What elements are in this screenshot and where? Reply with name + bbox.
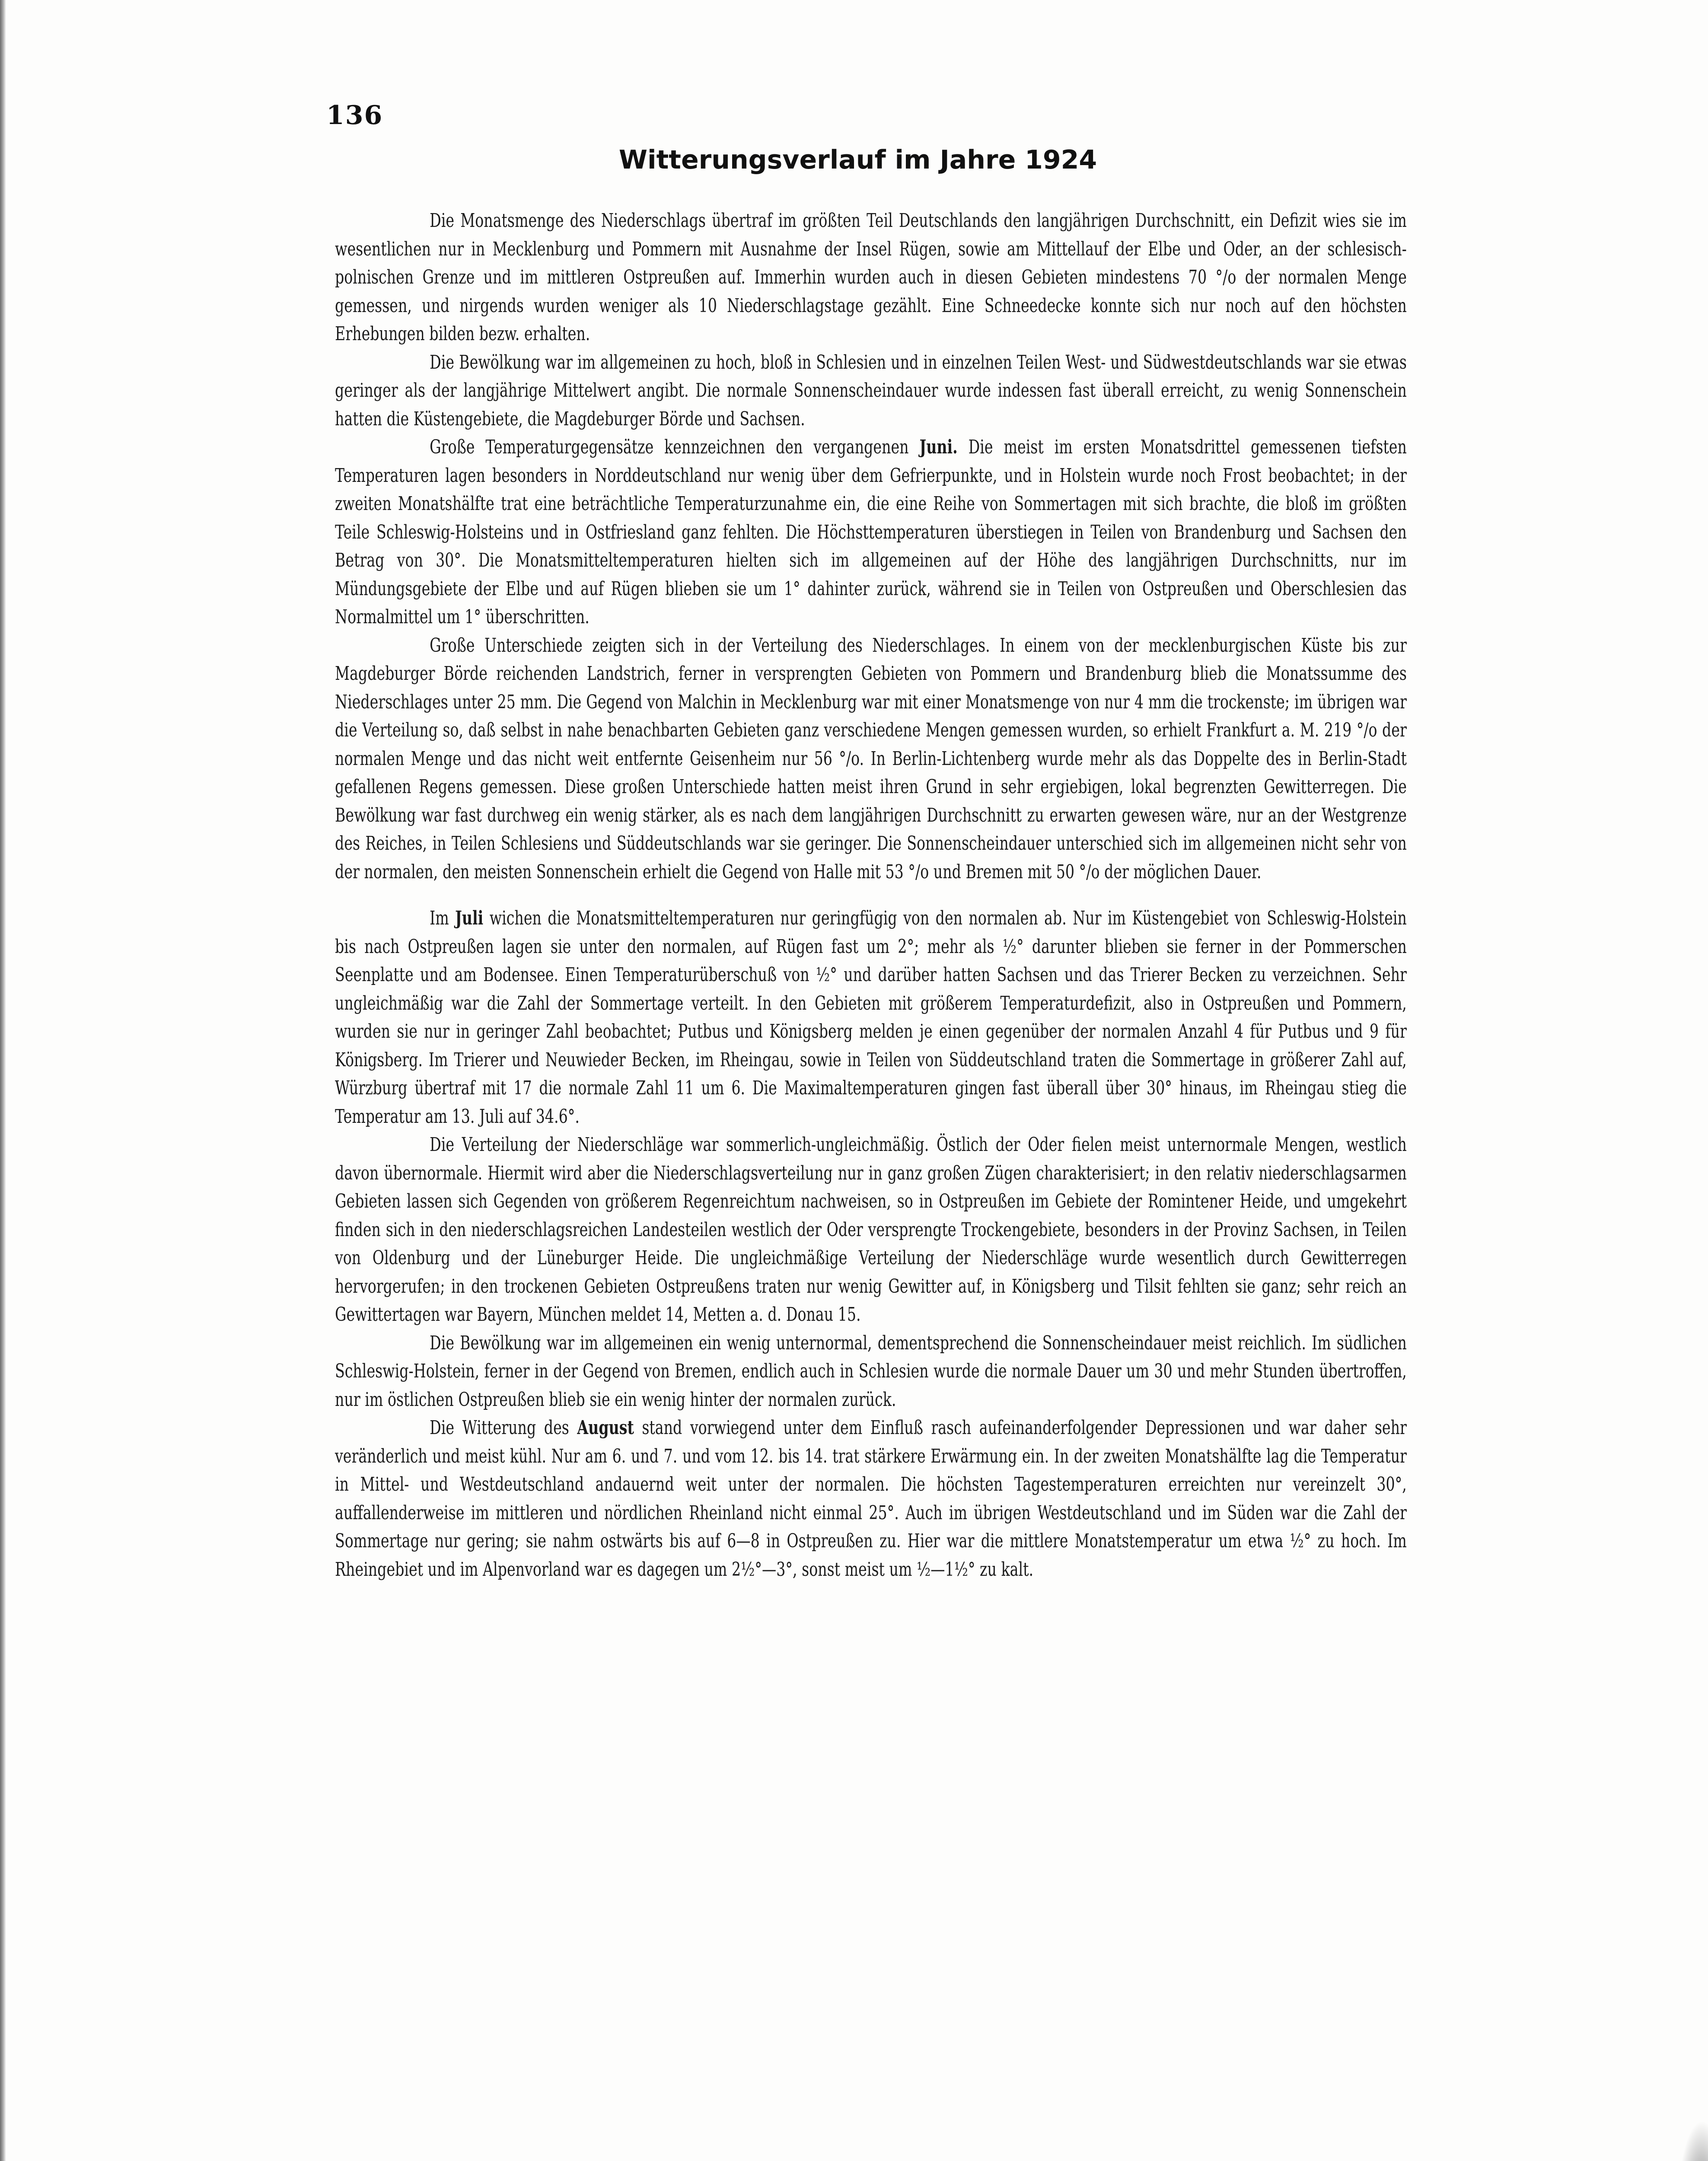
paragraph — [335, 631, 1407, 886]
month-heading: Juli — [455, 907, 484, 929]
paragraph-text: stand vorwiegend unter dem Einfluß rasch aufeinanderfolgender Depressionen und war daher sehr veränderlich und meist kühl. Nur am 6. und 7. und vom 12. bis 14. trat stärkere Erwärmung ein. In der zweiten Monatshälfte lag die Temperatur in Mittel- und Westdeutschland andauernd weit unter der normalen. Die höchsten Tagestemperaturen erreichten nur vereinzelt 30°, auffallenderweise im mittleren und nördlichen Rheinland nicht einmal 25°. Auch im übrigen Westdeutschland und im Süden war die Zahl der Sommertage nur gering; sie nahm ostwärts bis auf 6—8 in Ostpreußen zu. Hier war die mittlere Monatstemperatur um etwa ½° zu hoch. Im Rheingebiet und im Alpenvorland war es dagegen um 2½°—3°, sonst meist um ½—1½° zu kalt. — [335, 1417, 1407, 1581]
month-heading: August — [577, 1417, 634, 1439]
paragraph — [335, 348, 1407, 433]
paragraph-text: Die Monatsmenge des Niederschlags übertraf im größten Teil Deutschlands den langjährigen Durchschnitt, ein Defizit wies sie im wesentlichen nur in Mecklenburg und Pommern mit Ausnahme der Insel Rügen, sowie am Mittellauf der Elbe und Oder, an der schlesisch-polnischen Grenze und im mittleren Ostpreußen auf. Immerhin wurden auch in diesen Gebieten mindestens 70 °/o der normalen Menge gemessen, und nirgends wurden weniger als 10 Niederschlagstage gezählt. Eine Schneedecke konnte sich nur noch auf den höchsten Erhebungen bilden bezw. erhalten. — [335, 210, 1407, 345]
page-number: 136 — [326, 100, 383, 131]
paragraph — [335, 207, 1407, 348]
paragraph — [335, 433, 1407, 631]
paragraph-text: Große Temperaturgegensätze kennzeichnen den vergangenen — [430, 436, 920, 458]
paragraph-text: Die Bewölkung war im allgemeinen zu hoch, bloß in Schlesien und in einzelnen Teilen West- und Südwestdeutschlands war sie etwas geringer als der langjährige Mittelwert angibt. Die normale Sonnenscheindauer wurde indessen fast überall erreicht, zu wenig Sonnenschein hatten die Küstengebiete, die Magdeburger Börde und Sachsen. — [335, 351, 1407, 430]
paragraph — [335, 904, 1407, 1131]
paragraph — [335, 1414, 1407, 1584]
paragraph-text: Große Unterschiede zeigten sich in der Verteilung des Niederschlages. In einem von der mecklenburgischen Küste bis zur Magdeburger Börde reichenden Landstrich, ferner in versprengten Gebieten von Pommern und Brandenburg blieb die Monatssumme des Niederschlages unter 25 mm. Die Gegend von Malchin in Mecklenburg war mit einer Monatsmenge von nur 4 mm die trockenste; im übrigen war die Verteilung so, daß selbst in nahe benachbarten Gebieten ganz verschiedene Mengen gemessen wurden, so erhielt Frankfurt a. M. 219 °/o der normalen Menge und das nicht weit entfernte Geisenheim nur 56 °/o. In Berlin-Lichtenberg wurde mehr als das Doppelte des in Berlin-Stadt gefallenen Regens gemessen. Diese großen Unterschiede hatten meist ihren Grund in sehr ergiebigen, lokal begrenzten Gewitterregen. Die Bewölkung war fast durchweg ein wenig stärker, als es nach dem langjährigen Durchschnitt zu erwarten gewesen wäre, nur an der Westgrenze des Reiches, in Teilen Schlesiens und Süddeutschlands war sie geringer. Die Sonnenscheindauer unterschied sich im allgemeinen nicht sehr von der normalen, den meisten Sonnenschein erhielt die Gegend von Halle mit 53 °/o und Bremen mit 50 °/o der möglichen Dauer. — [335, 634, 1407, 883]
paragraph — [335, 1131, 1407, 1329]
page-title: Witterungsverlauf im Jahre 1924 — [618, 145, 1097, 175]
paragraph — [335, 1329, 1407, 1414]
paragraph-text: Im — [430, 907, 456, 929]
paragraph-text: wichen die Monatsmitteltemperaturen nur geringfügig von den normalen ab. Nur im Küstengebiet von Schleswig-Holstein bis nach Ostpreußen lagen sie unter den normalen, auf Rügen fast um 2°; mehr als ½° darunter blieben sie ferner in der Pommerschen Seenplatte und am Bodensee. Einen Temperaturüberschuß von ½° und darüber hatten Sachsen und das Trierer Becken zu verzeichnen. Sehr ungleichmäßig war die Zahl der Sommertage verteilt. In den Gebieten mit größerem Temperaturdefizit, also in Ostpreußen und Pommern, wurden sie nur in geringer Zahl beobachtet; Putbus und Königsberg melden je einen gegenüber der normalen Anzahl 4 für Putbus und 9 für Königsberg. Im Trierer und Neuwieder Becken, im Rheingau, sowie in Teilen von Süddeutschland traten die Sommertage in größerer Zahl auf, Würzburg übertraf mit 17 die normale Zahl 11 um 6. Die Maximaltemperaturen gingen fast überall über 30° hinaus, im Rheingau stieg die Temperatur am 13. Juli auf 34.6°. — [335, 907, 1407, 1128]
scan-left-edge — [0, 0, 6, 2161]
article-body — [335, 207, 1407, 1584]
month-heading: Juni. — [919, 436, 958, 458]
paragraph-text: Die meist im ersten Monatsdrittel gemessenen tiefsten Temperaturen lagen besonders in Norddeutschland nur wenig über dem Gefrierpunkte, und in Holstein wurde noch Frost beobachtet; in der zweiten Monatshälfte trat eine beträchtliche Temperaturzunahme ein, die eine Reihe von Sommertagen mit sich brachte, die bloß im größten Teile Schleswig-Holsteins und in Ostfriesland ganz fehlten. Die Höchsttemperaturen überstiegen in Teilen von Brandenburg und Sachsen den Betrag von 30°. Die Monatsmitteltemperaturen hielten sich im allgemeinen auf der Höhe des langjährigen Durchschnitts, nur im Mündungsgebiete der Elbe und auf Rügen blieben sie um 1° dahinter zurück, während sie in Teilen von Ostpreußen und Oberschlesien das Normalmittel um 1° überschritten. — [335, 436, 1407, 628]
paragraph-text: Die Witterung des — [430, 1417, 577, 1439]
scan-corner-smudge — [1678, 2120, 1708, 2161]
paragraph-text: Die Bewölkung war im allgemeinen ein wenig unternormal, dementsprechend die Sonnenscheindauer meist reichlich. Im südlichen Schleswig-Holstein, ferner in der Gegend von Bremen, endlich auch in Schlesien wurde die normale Dauer um 30 und mehr Stunden übertroffen, nur im östlichen Ostpreußen blieb sie ein wenig hinter der normalen zurück. — [335, 1332, 1407, 1411]
paragraph-text: Die Verteilung der Niederschläge war sommerlich-ungleichmäßig. Östlich der Oder fielen meist unternormale Mengen, westlich davon übernormale. Hiermit wird aber die Niederschlagsverteilung nur in ganz großen Zügen charakterisiert; in den relativ niederschlagsarmen Gebieten lassen sich Gegenden von größerem Regenreichtum nachweisen, so in Ostpreußen im Gebiete der Romintener Heide, und umgekehrt finden sich in den niederschlagsreichen Landesteilen westlich der Oder versprengte Trockengebiete, besonders in der Provinz Sachsen, in Teilen von Oldenburg und der Lüneburger Heide. Die ungleichmäßige Verteilung der Niederschläge wurde wesentlich durch Gewitterregen hervorgerufen; in den trockenen Gebieten Ostpreußens traten nur wenig Gewitter auf, in Königsberg und Tilsit fehlten sie ganz; sehr reich an Gewittertagen war Bayern, München meldet 14, Metten a. d. Donau 15. — [335, 1134, 1407, 1326]
